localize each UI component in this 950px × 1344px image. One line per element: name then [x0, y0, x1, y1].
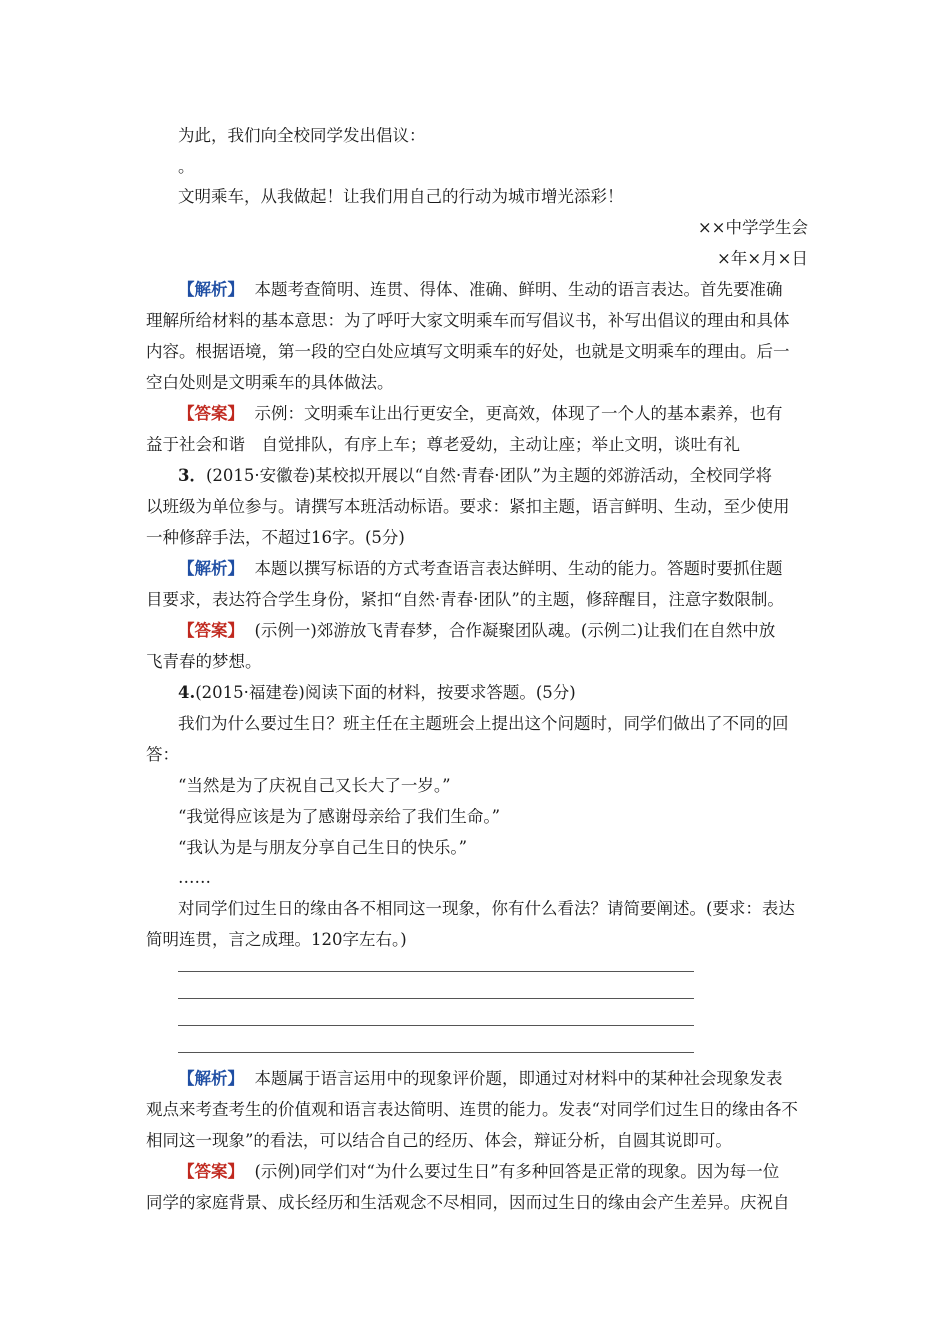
text-line: 本题以撰写标语的方式考查语言表达鲜明、生动的能力。答题时要抓住题: [254, 559, 783, 578]
answer-paragraph: [178, 621, 838, 641]
text-line: 观点来考查考生的价值观和语言表达简明、连贯的能力。发表“对同学们过生日的缘由各不: [146, 1100, 798, 1119]
text-line: 本题考查简明、连贯、得体、准确、鲜明、生动的语言表达。首先要准确: [254, 280, 783, 299]
text-line: 一种修辞手法，不超过16字。(5分): [146, 528, 405, 547]
text-line: (2015·福建卷)阅读下面的材料，按要求答题。(5分): [195, 683, 576, 702]
text-line: 本题属于语言运用中的现象评价题，即通过对材料中的某种社会现象发表: [254, 1069, 783, 1088]
answer-blank-line: [178, 1052, 694, 1053]
question-number: 4.: [178, 683, 196, 702]
answer-tag: 【答案】: [178, 621, 244, 640]
text-line: 内容。根据语境，第一段的空白处应填写文明乘车的好处，也就是文明乘车的理由。后一: [146, 342, 790, 361]
text-line: (示例)同学们对“为什么要过生日”有多种回答是正常的现象。因为每一位: [254, 1162, 780, 1181]
answer-tag: 【答案】: [178, 1162, 244, 1181]
text-line: 文明乘车，从我做起！让我们用自己的行动为城市增光添彩！: [178, 187, 624, 206]
quote-line: “我认为是与朋友分享自己生日的快乐。”: [178, 838, 468, 857]
quote-line: “当然是为了庆祝自己又长大了一岁。”: [178, 776, 451, 795]
text-line: 相同这一现象”的看法，可以结合自己的经历、体会，辩证分析，自圆其说即可。: [146, 1131, 732, 1150]
question-4: [178, 683, 838, 703]
answer-paragraph: [178, 404, 838, 424]
answer-tag: 【答案】: [178, 404, 244, 423]
ellipsis: ……: [178, 868, 211, 887]
text-line: 为此，我们向全校同学发出倡议：: [178, 126, 426, 145]
analysis-tag: 【解析】: [178, 280, 244, 299]
analysis-paragraph: [178, 559, 838, 579]
answer-paragraph: [178, 1162, 838, 1182]
text-line: 同学的家庭背景、成长经历和生活观念不尽相同，因而过生日的缘由会产生差异。庆祝自: [146, 1193, 790, 1212]
text-line: 我们为什么要过生日？班主任在主题班会上提出这个问题时，同学们做出了不同的回: [178, 714, 789, 733]
text-line: 飞青春的梦想。: [146, 652, 262, 671]
question-3: [178, 466, 838, 486]
text-line: 空白处则是文明乘车的具体做法。: [146, 373, 394, 392]
question-number: 3．: [178, 466, 206, 485]
answer-blank-line: [178, 998, 694, 999]
text-line: 理解所给材料的基本意思：为了呼吁大家文明乘车而写倡议书，补写出倡议的理由和具体: [146, 311, 790, 330]
text-line: 益于社会和谐 自觉排队，有序上车；尊老爱幼，主动让座；举止文明，谈吐有礼: [146, 435, 740, 454]
text-line: 对同学们过生日的缘由各不相同这一现象，你有什么看法？请简要阐述。(要求：表达: [178, 899, 795, 918]
quote-line: “我觉得应该是为了感谢母亲给了我们生命。”: [178, 807, 501, 826]
text-line: 答：: [146, 745, 179, 764]
analysis-paragraph: [178, 280, 838, 300]
text-line: 。: [178, 157, 195, 176]
signature-org: ××中学学生会: [697, 218, 808, 237]
text-line: (示例一)郊游放飞青春梦，合作凝聚团队魂。(示例二)让我们在自然中放: [254, 621, 776, 640]
analysis-tag: 【解析】: [178, 1069, 244, 1088]
signature-date: ×年×月×日: [717, 249, 808, 268]
analysis-tag: 【解析】: [178, 559, 244, 578]
text-line: 示例：文明乘车让出行更安全，更高效，体现了一个人的基本素养，也有: [254, 404, 783, 423]
text-line: 以班级为单位参与。请撰写本班活动标语。要求：紧扣主题，语言鲜明、生动，至少使用: [146, 497, 790, 516]
text-line: (2015·安徽卷)某校拟开展以“自然·青春·团队”为主题的郊游活动，全校同学将: [205, 466, 772, 485]
text-line: 简明连贯，言之成理。120字左右。): [146, 930, 407, 949]
answer-blank-line: [178, 1025, 694, 1026]
analysis-paragraph: [178, 1069, 838, 1089]
answer-blank-line: [178, 971, 694, 972]
text-line: 目要求，表达符合学生身份，紧扣“自然·青春·团队”的主题，修辞醒目，注意字数限制。: [146, 590, 784, 609]
